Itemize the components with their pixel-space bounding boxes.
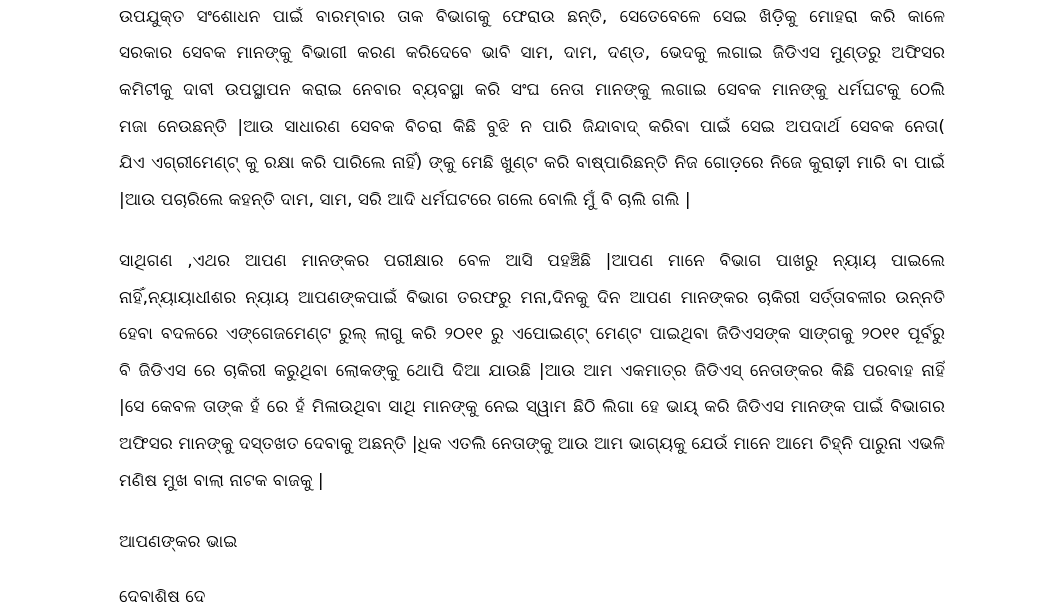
paragraph-line: ସାଥିଗଣ ,ଏଥର ଆପଣ ମାନଙ୍କର ପରୀକ୍ଷାର ବେଳ ଆସି ପହଞ୍ଚିଛି |ଆପଣ ମାନେ ବିଭାଗ ପାଖରୁ ନ୍ୟାୟ ପାଇଲେ [119, 251, 945, 271]
paragraph-line: |ଆଉ ପଚାରିଲେ କହନ୍ତି ଦାମ, ସାମ, ସରି ଆଦି ଧର୍ମଘଟରେ ଗଲେ ବୋଲି ମୁଁ ବି ଚାଲି ଗଲି | [119, 190, 691, 210]
paragraph-line: ଯିଏ ଏଗ୍ରୀମେଣ୍ଟ୍ କୁ ରକ୍ଷା କରି ପାରିଲେ ନାହିଁ) ଙ୍କୁ ମେଛି ଖୁଣ୍ଟ କରି ବାଷ୍ପାରିଛନ୍ତି ନିଜ ଗୋଡ଼ରେ ନିଜେ କୁରାଢ଼ୀ ମାରି ବା ପାଇଁ [119, 153, 945, 173]
paragraph-line: ଅଫିସର ମାନଙ୍କୁ ଦସ୍ତଖତ ଦେବାକୁ ଅଛନ୍ତି |ଧିକ ଏତଲି ନେତାଙ୍କୁ ଆଉ ଆମ ଭାଗ୍ୟକୁ ଯେଉଁ ମାନେ ଆମେ ଚିହ୍ନି ପାରୁନା ଏଭଳି [119, 434, 945, 454]
paragraph-line: ମଣିଷ ମୁଖ ବାଲା ନାଟକ ବାଜକୁ | [119, 471, 324, 491]
paragraph-line: ବି ଜିଡିଏସ ରେ ଚାକିରୀ କରୁଥିବା ଲୋକଙ୍କୁ ଥୋପି ଦିଆ ଯାଉଛି |ଆଉ ଆମ ଏକମାତ୍ର ଜିଡିଏସ୍ ନେତାଙ୍କର କିଛି ପରବାହ ନାହିଁ [119, 361, 945, 381]
paragraph-line: ମଜା ନେଉଛନ୍ତି |ଆଉ ସାଧାରଣ ସେବକ ବିଚରା କିଛି ବୁଝି ନ ପାରି ଜିନ୍ଦାବାଦ୍ କରିବା ପାଇଁ ସେଇ ଅପଦାର୍ଥ ସେବକ ନେତା( [119, 117, 945, 137]
paragraph-line: ଉପଯୁକ୍ତ ସଂଶୋଧନ ପାଇଁ ବାରମ୍ବାର ତାକ ବିଭାଗକୁ ଫେରାଉ ଛନ୍ତି, ସେତେବେଳେ ସେଇ ଖିଡ଼ିକୁ ମୋହରା କରି କାଳେ [119, 7, 945, 27]
paragraph-line: କମିଟୀକୁ ଦାବୀ ଉପସ୍ଥାପନ କରାଇ ନେବାର ବ୍ୟବସ୍ଥା କରି ସଂଘ ନେତା ମାନଙ୍କୁ ଲଗାଇ ସେବକ ମାନଙ୍କୁ ଧର୍ମଘଟକୁ ଠେଲି [119, 80, 945, 100]
paragraph-line: ସରକାର ସେବକ ମାନଙ୍କୁ ବିଭାଗୀ କରଣ କରିଦେବେ ଭାବି ସାମ, ଦାମ, ଦଣ୍ଡ, ଭେଦକୁ ଲଗାଇ ଜିଡିଏସ ମୁଣ୍ଡରୁ ଅଫିସର [119, 43, 945, 63]
signature-name: ଦେବାଶିଷ ଦେ [119, 587, 206, 607]
paragraph-line: ନାହିଁ,ନ୍ୟାୟାଧୀଶର ନ୍ୟାୟ ଆପଣଙ୍କପାଇଁ ବିଭାଗ ତରଫରୁ ମନା,ଦିନକୁ ଦିନ ଆପଣ ମାନଙ୍କର ଚାକିରୀ ସର୍ତ୍ତାବଳୀର ଉନ୍ନତି [119, 288, 945, 308]
paragraph-line: ହେବା ବଦଳରେ ଏଙ୍ଗେଜମେଣ୍ଟ ରୁଲ୍ ଲାଗୁ କରି ୨୦୧୧ ରୁ ଏପୋଇଣ୍ଟ୍ ମେଣ୍ଟ ପାଇଥିବା ଜିଡିଏସଙ୍କ ସାଙ୍ଗକୁ ୨୦୧୧ ପୂର୍ବରୁ [119, 324, 945, 344]
paragraph-line: |ସେ କେବଳ ତାଙ୍କ ହଁ ରେ ହଁ ମିଳାଉଥିବା ସାଥି ମାନଙ୍କୁ ନେଇ ସ୍ୱାମ ଛିଠି ଲିଗା ହେ ଭାୟ୍ କରି ଜିଡିଏସ ମାନଙ୍କ ପାଇଁ ବିଭାଗର [119, 397, 945, 417]
closing-salutation: ଆପଣଙ୍କର ଭାଇ [119, 532, 238, 552]
